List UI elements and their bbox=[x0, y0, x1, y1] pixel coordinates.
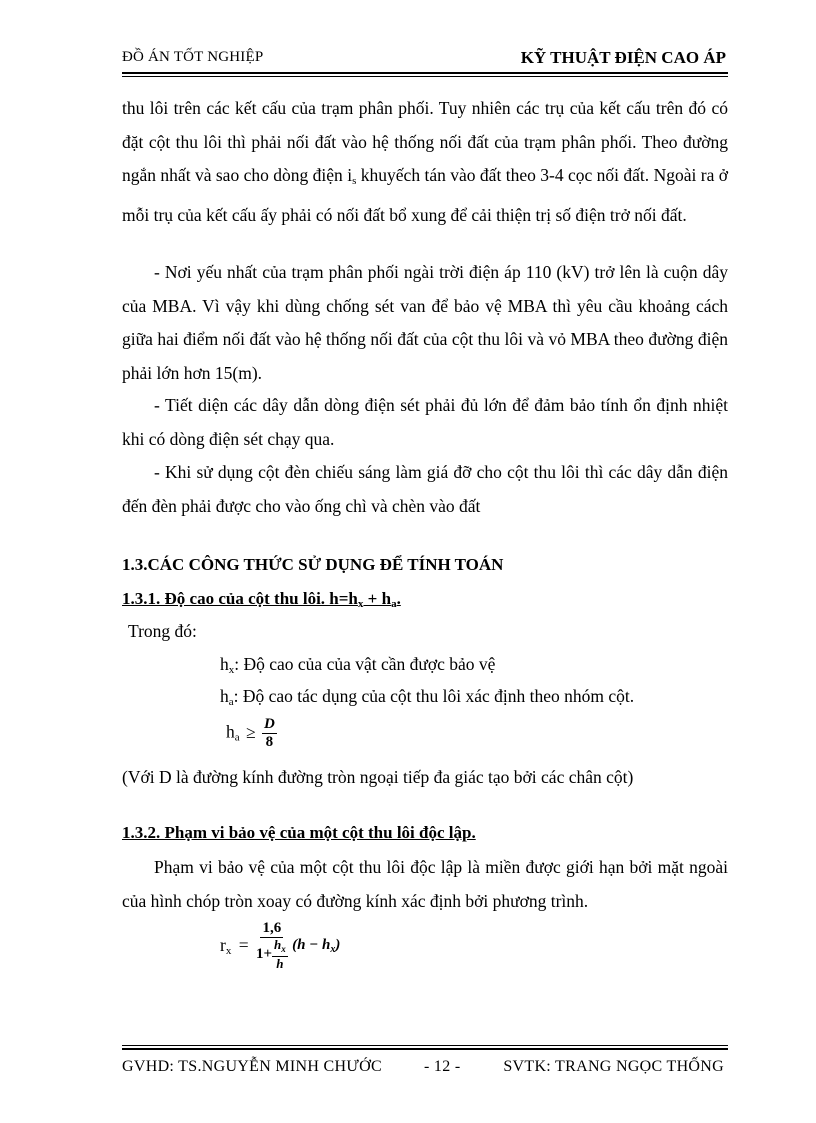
footer-page-number: - 12 - bbox=[424, 1058, 461, 1075]
header-left-title: ĐỒ ÁN TỐT NGHIỆP bbox=[122, 49, 264, 65]
subheading-1-3-2: 1.3.2. Phạm vi bảo vệ của một cột thu lôi độc lập. bbox=[122, 823, 476, 842]
paragraph-1: thu lôi trên các kết cấu của trạm phân phối. Tuy nhiên các trụ của kết cấu trên đó có đặt cột thu lôi thì phải nối đất vào hệ thống nối đất của trạm phân phối. Theo đường ngắn nhất và sao cho dòng điện $i_s$ khuyếch tán vào đất theo 3-4 cọc nối đất. Ngoài ra ở mỗi trụ của kết cấu ấy phải có nối đất bổ xung để cải thiện trị số điện trở nối đất. bbox=[122, 98, 728, 225]
formula-rx: $r_x$ = 1,6 1+ $\frac{h_x}{h}$ $(h - h_x)$ bbox=[220, 920, 341, 971]
subheading-1-3-1: 1.3.1. Độ cao của cột thu lôi. $h=h_x + h_a$. bbox=[122, 589, 401, 610]
paragraph-1-3-2: Phạm vi bảo vệ của một cột thu lôi độc lập là miền được giới hạn bởi mặt ngoài của hình chóp tròn xoay có đường kính xác định bởi phương trình. bbox=[122, 857, 728, 911]
footer-rule-thick bbox=[122, 1048, 728, 1050]
definition-ha: $h_a$: Độ cao tác dụng của cột thu lôi xác định theo nhóm cột. bbox=[220, 686, 635, 708]
header-right-title: KỸ THUẬT ĐIỆN CAO ÁP bbox=[520, 48, 726, 67]
section-heading-1-3: 1.3.CÁC CÔNG THỨC SỬ DỤNG ĐỂ TÍNH TOÁN bbox=[122, 555, 504, 574]
header-rule-thin bbox=[122, 76, 728, 77]
paragraph-4: - Khi sử dụng cột đèn chiếu sáng làm giá đỡ cho cột thu lôi thì các dây dẫn điện đến đèn phải được cho vào ống chì và chèn vào đất bbox=[122, 462, 728, 516]
note-diameter: (Với D là đường kính đường tròn ngoại tiếp đa giác tạo bởi các chân cột) bbox=[122, 767, 634, 787]
paragraph-2: - Nơi yếu nhất của trạm phân phối ngài trời điện áp 110 (kV) trở lên là cuộn dây của MBA. Vì vậy khi dùng chống sét van để bảo vệ MBA thì yêu cầu khoảng cách giữa hai điểm nối đất vào hệ thống nối đất của cột thu lôi và vỏ MBA theo đường điện phải lớn hơn 15(m). bbox=[122, 262, 728, 383]
paragraph-3: - Tiết diện các dây dẫn dòng điện sét phải đủ lớn để đảm bảo tính ổn định nhiệt khi có dòng điện sét chạy qua. bbox=[122, 395, 728, 449]
current-symbol: $i_s$ bbox=[347, 165, 357, 187]
trong-do-label: Trong đó: bbox=[128, 621, 197, 641]
footer-advisor: GVHD: TS.NGUYỄN MINH CHƯỚC bbox=[122, 1058, 382, 1075]
definition-hx: $h_x$: Độ cao của của vật cần được bảo vệ bbox=[220, 654, 496, 676]
fraction-d-over-8: $\frac{D}{8}$ bbox=[264, 716, 275, 750]
header-rule-thick bbox=[122, 72, 728, 74]
footer-rule-thin bbox=[122, 1045, 728, 1046]
fraction-1-6: 1,6 1+ $\frac{h_x}{h}$ bbox=[255, 920, 286, 971]
formula-ha: $h_a$ ≥ $\frac{D}{8}$ bbox=[226, 716, 275, 750]
footer-student: SVTK: TRANG NGỌC THỐNG bbox=[503, 1058, 724, 1075]
